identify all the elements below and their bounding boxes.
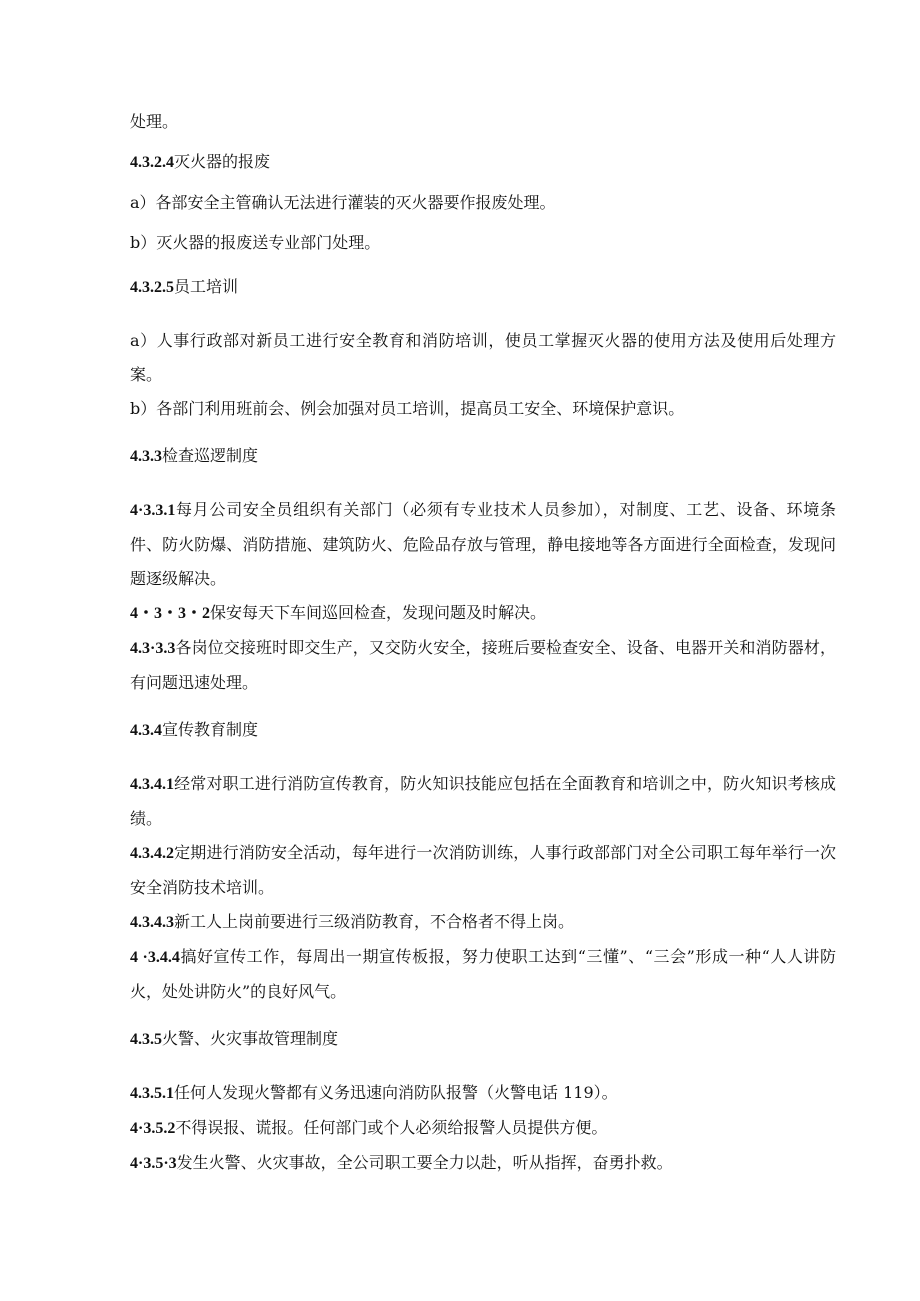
clause: [130, 631, 836, 700]
clause: [130, 905, 836, 940]
clause-text: 任何人发现火警都有义务迅速向消防队报警（火警电话 119）。: [174, 1083, 618, 1102]
clause-number: 4·3.5·3: [130, 1155, 177, 1172]
clause-number: 4·3.3.1: [130, 502, 176, 519]
heading-text: 检查巡逻制度: [162, 446, 259, 465]
section-number: 4.3.2.5: [130, 279, 174, 296]
heading-text: 灭火器的报废: [174, 152, 271, 171]
heading-text: 宣传教育制度: [162, 720, 259, 739]
clause-text: 搞好宣传工作，每周出一期宣传板报，努力使职工达到“三懂”、“三会”形成一种“人人讲防火，处处讲防火”的良好风气。: [130, 947, 836, 1001]
document-page: [130, 108, 836, 1181]
clause: [130, 1076, 836, 1111]
clause: [130, 1111, 836, 1146]
clause: [130, 767, 836, 836]
section-number: 4.3.4: [130, 722, 162, 739]
clause-text: 新工人上岗前要进行三级消防教育，不合格者不得上岗。: [174, 912, 575, 931]
clause-number: 4.3.4.1: [130, 776, 174, 793]
clause: [130, 940, 836, 1009]
clause-text: 经常对职工进行消防宣传教育，防火知识技能应包括在全面教育和培训之中，防火知识考核成绩。: [130, 774, 836, 828]
list-item: a）各部安全主管确认无法进行灌装的灭火器要作报废处理。: [130, 193, 556, 212]
clause: [130, 836, 836, 905]
subsection-heading: [130, 273, 836, 302]
clause-number: 4·3.5.2: [130, 1120, 176, 1137]
subsection-heading: [130, 148, 836, 177]
clause-text: 发生火警、火灾事故，全公司职工要全力以赴，听从指挥，奋勇扑救。: [176, 1153, 673, 1172]
clause-text: 不得误报、谎报。任何部门或个人必须给报警人员提供方便。: [175, 1118, 608, 1137]
clause-number: 4.3.5.1: [130, 1085, 174, 1102]
section-number: 4.3.3: [130, 448, 162, 465]
clause-number: 4.3·3.3: [130, 640, 176, 657]
clause-text: 保安每天下车间巡回检查，发现问题及时解决。: [210, 603, 547, 622]
heading-text: 火警、火灾事故管理制度: [162, 1029, 339, 1048]
section-heading: [130, 442, 836, 471]
clause-text: 定期进行消防安全活动，每年进行一次消防训练，人事行政部部门对全公司职工每年举行一次安全消防技术培训。: [130, 843, 836, 897]
list-item: a）人事行政部对新员工进行安全教育和消防培训，使员工掌握灭火器的使用方法及使用后处理方案。: [130, 331, 836, 384]
list-item: b）灭火器的报废送专业部门处理。: [130, 233, 381, 252]
section-heading: [130, 1025, 836, 1054]
heading-text: 员工培训: [174, 277, 239, 296]
text-line: 处理。: [130, 112, 179, 131]
section-number: 4.3.2.4: [130, 154, 174, 171]
section-number: 4.3.5: [130, 1031, 162, 1048]
clause: [130, 596, 836, 631]
section-heading: [130, 716, 836, 745]
clause-number: 4・3・3・2: [130, 605, 211, 622]
clause-text: 每月公司安全员组织有关部门（必须有专业技术人员参加），对制度、工艺、设备、环境条件、防火防爆、消防措施、建筑防火、危险品存放与管理，静电接地等各方面进行全面检查，发现问题逐级解决。: [130, 500, 836, 588]
clause: [130, 493, 836, 596]
clause-number: 4.3.4.2: [130, 845, 174, 862]
list-item: b）各部门利用班前会、例会加强对员工培训，提高员工安全、环境保护意识。: [130, 399, 685, 418]
clause-text: 各岗位交接班时即交生产，又交防火安全，接班后要检查安全、设备、电器开关和消防器材，有问题迅速处理。: [130, 638, 836, 692]
clause-number: 4 ·3.4.4: [130, 949, 180, 966]
clause: [130, 1146, 836, 1181]
clause-number: 4.3.4.3: [130, 914, 174, 931]
